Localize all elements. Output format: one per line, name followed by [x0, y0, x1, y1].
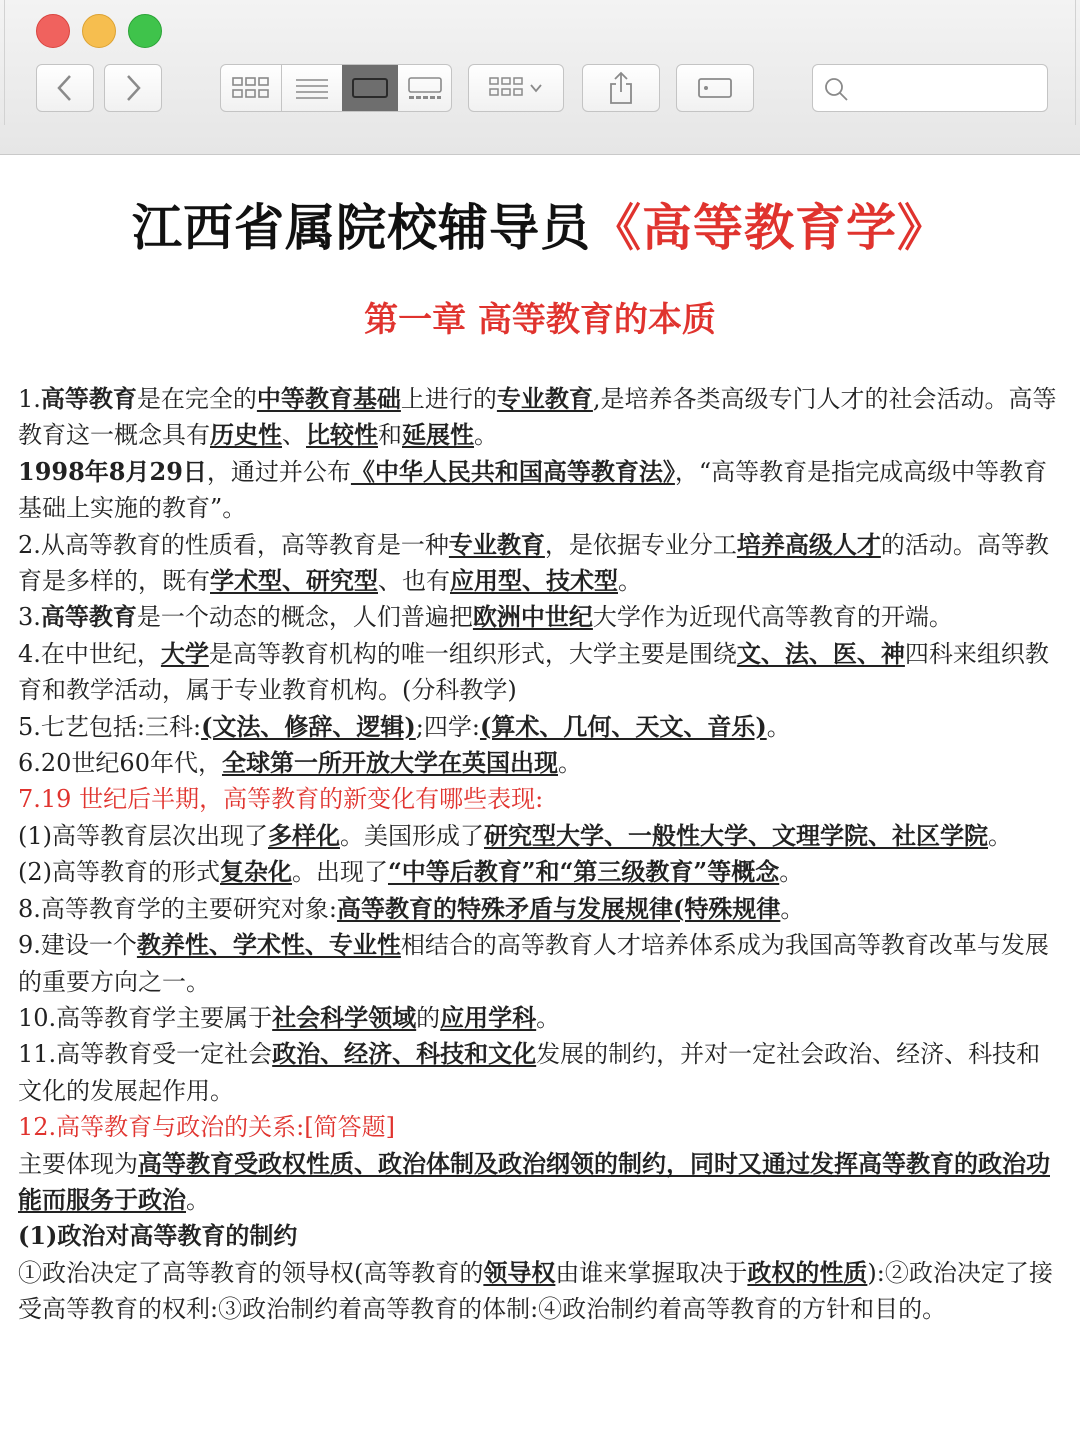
back-button[interactable] [36, 64, 94, 112]
key-term: 高等教育 [40, 602, 137, 632]
text-run: 9.建设一个 [18, 931, 137, 960]
forward-button[interactable] [104, 64, 162, 112]
text-run: (2)高等教育的形式 [18, 858, 220, 887]
text-run: 1. [18, 385, 41, 413]
key-term: “中等后教育”和“第三级教育”等概念 [388, 857, 780, 887]
tags-button[interactable] [676, 64, 754, 112]
text-run: 是高等教育机构的唯一组织形式，大学主要是围绕 [208, 639, 737, 668]
share-button[interactable] [582, 64, 660, 112]
text-run: ，通过并公布 [206, 457, 351, 486]
paragraph [18, 1218, 1064, 1254]
browser-toolbar [0, 0, 1080, 155]
paragraph [18, 1255, 1064, 1328]
text-run: 6.20世纪60年代， [18, 749, 222, 778]
chevron-left-icon [55, 73, 75, 103]
key-term: 应用型、技术型 [450, 566, 618, 596]
text-run: 。 [618, 567, 642, 596]
key-term: 高等教育 [40, 384, 137, 413]
paragraph [18, 781, 1064, 817]
text-run: 10.高等教育学主要属于 [18, 1003, 273, 1032]
chevron-down-icon [528, 82, 544, 94]
key-term: 复杂化 [220, 857, 292, 887]
paragraph [18, 381, 1064, 454]
text-run: 。 [186, 1185, 210, 1214]
paragraph [18, 1146, 1064, 1219]
text-run: 。出现了 [292, 858, 388, 887]
text-run: ，“高等教育是指完成高级中等教育基础上实施的教育”。 [18, 457, 1048, 523]
key-term: 高等教育受政权性质、政治体制及政治纲领的制约，同时又通过发挥高等教育的政治功能而服务于政治 [18, 1148, 1050, 1214]
paragraph [18, 454, 1064, 527]
paragraph [18, 1036, 1064, 1109]
title-book: 《高等教育学》 [591, 198, 948, 257]
icon-view-button[interactable] [221, 65, 281, 111]
text-run: 。 [474, 421, 498, 450]
minimize-window-button[interactable] [82, 14, 116, 48]
text-run: 12.高等教育与政治的关系:[简答题] [18, 1113, 395, 1142]
paragraph [18, 636, 1064, 709]
paragraph [18, 854, 1064, 890]
arrange-button[interactable] [468, 64, 564, 112]
text-run: 。 [536, 1003, 561, 1032]
key-term: 教养性、学术性、专业性 [136, 930, 401, 960]
grid-icon [231, 75, 271, 101]
key-term: 1998年8月29日 [18, 456, 207, 486]
key-term: 研究型大学、一般性大学、文理学院、社区学院 [484, 820, 988, 850]
paragraph [18, 709, 1064, 745]
key-term: (1)政治对高等教育的制约 [18, 1221, 298, 1251]
text-run: 。 [988, 821, 1012, 850]
text-run: 是在完全的 [136, 385, 257, 413]
list-view-button[interactable] [282, 65, 342, 111]
text-run: 7.19 世纪后半期，高等教育的新变化有哪些表现: [18, 785, 544, 814]
text-run: ,是培养各类高级专门人才的社会活动。高等教育这一概念具有 [18, 385, 1057, 450]
tag-icon [695, 74, 735, 102]
text-run: 5.七艺包括:三科: [18, 712, 202, 741]
key-term: 比较性 [306, 420, 378, 450]
chevron-right-icon [123, 73, 143, 103]
text-run: ;四学: [415, 712, 480, 741]
text-run: (1)高等教育层次出现了 [18, 821, 268, 850]
paragraph [18, 1109, 1064, 1145]
text-run: 2.从高等教育的性质看，高等教育是一种 [18, 530, 449, 559]
text-run: 大学作为近现代高等教育的开端。 [592, 603, 953, 632]
key-term: 专业教育 [496, 384, 593, 413]
text-run: 4.在中世纪， [18, 639, 161, 668]
text-run: 、也有 [378, 567, 450, 596]
key-term: 专业教育 [448, 529, 545, 559]
key-term: 延展性 [402, 420, 474, 450]
title-main: 江西省属院校辅导员 [132, 198, 591, 257]
paragraph [18, 1000, 1064, 1036]
paragraph [18, 891, 1064, 927]
key-term: 欧洲中世纪 [472, 602, 593, 632]
text-run: 主要体现为 [18, 1149, 138, 1178]
text-run: 。 [779, 858, 804, 887]
text-run: ，是依据专业分工 [544, 530, 737, 559]
text-run: 发展的制约，并对一定社会政治、经济、科技和文化的发展起作用。 [18, 1040, 1041, 1105]
key-term: 中等教育基础 [256, 384, 401, 413]
close-window-button[interactable] [36, 14, 70, 48]
text-run: 。 [766, 712, 791, 741]
gallery-icon [405, 75, 445, 101]
text-run: 。美国形成了 [340, 821, 484, 850]
key-term: 学术型、研究型 [210, 566, 378, 596]
key-term: 政治、经济、科技和文化 [272, 1039, 537, 1069]
paragraph [18, 599, 1064, 635]
arrange-grid-icon [488, 75, 528, 101]
text-run: 8.高等教育学的主要研究对象: [18, 894, 337, 923]
text-run: 的活动。高等教育是多样的，既有 [18, 530, 1049, 596]
paragraph [18, 927, 1064, 1000]
key-term: 社会科学领域 [272, 1002, 417, 1032]
share-icon [606, 70, 636, 106]
text-run: 由谁来掌握取决于 [555, 1258, 748, 1287]
text-run: 3. [18, 603, 41, 632]
text-run: 是一个动态的概念，人们普遍把 [136, 603, 473, 632]
key-term: 文、法、医、神 [736, 638, 905, 668]
page-title [0, 192, 1080, 264]
paragraph [18, 745, 1064, 781]
text-run: 。 [780, 894, 805, 923]
key-term: 领导权 [483, 1257, 556, 1287]
key-term: 应用学科 [440, 1002, 537, 1032]
document-body [18, 381, 1064, 1328]
key-term: 大学 [160, 638, 209, 668]
list-icon [294, 75, 330, 101]
text-run: 、 [282, 421, 306, 450]
zoom-window-button[interactable] [128, 14, 162, 48]
key-term: 历史性 [210, 420, 282, 450]
key-term: (算术、几何、天文、音乐) [479, 711, 767, 741]
column-view-icon [350, 75, 390, 101]
text-run: 四科来组织教育和教学活动，属于专业教育机构。(分科教学) [18, 639, 1049, 705]
text-run: 上进行的 [400, 385, 497, 413]
text-run: 相结合的高等教育人才培养体系成为我国高等教育改革与发展的重要方向之一。 [18, 931, 1049, 996]
search-icon [823, 76, 851, 102]
key-term: 多样化 [268, 820, 340, 850]
key-term: 培养高级人才 [736, 529, 881, 559]
column-view-button[interactable] [342, 65, 398, 111]
text-run: 和 [378, 421, 402, 450]
key-term: 政权的性质 [747, 1257, 868, 1287]
text-run: 11.高等教育受一定社会 [18, 1040, 273, 1069]
key-term: 全球第一所开放大学在英国出现 [221, 748, 558, 778]
key-term: 高等教育的特殊矛盾与发展规律(特殊规律 [336, 893, 781, 923]
gallery-view-button[interactable] [398, 65, 452, 111]
text-run: 。 [557, 749, 582, 778]
paragraph [18, 527, 1064, 600]
paragraph [18, 818, 1064, 854]
text-run: ①政治决定了高等教育的领导权(高等教育的 [18, 1258, 484, 1287]
view-mode-control[interactable] [220, 64, 452, 112]
chapter-heading: 第一章 高等教育的本质 [364, 300, 716, 340]
search-field[interactable] [812, 64, 1048, 112]
key-term: 《中华人民共和国高等教育法》 [350, 456, 675, 486]
key-term: (文法、修辞、逻辑) [201, 711, 416, 741]
text-run: 的 [416, 1003, 441, 1032]
text-run: ):②政治决定了接受高等教育的权利:③政治制约着高等教育的体制:④政治制约着高等教育的方针和目的。 [18, 1258, 1053, 1324]
